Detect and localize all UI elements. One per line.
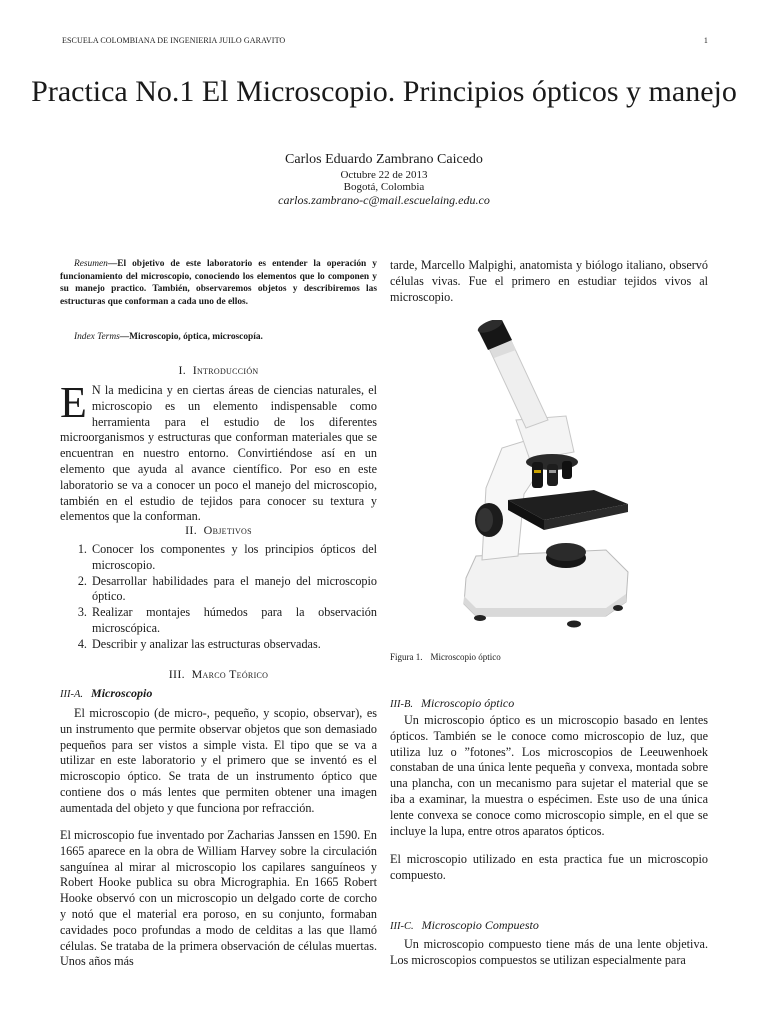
author-email[interactable]: carlos.zambrano-c@mail.escuelaing.edu.co [278, 193, 490, 207]
header-institution: ESCUELA COLOMBIANA DE INGENIERIA JUILO GARAVITO [62, 36, 286, 45]
theory-a-paragraph-1: El microscopio (de micro-, pequeño, y scopio, observar), es un instrumento que permite observar objetos que son demasiado pequeños para ser vistos a simple vista. El tipo que se va a utilizar en este laboratorio y el primero que se inventó es el microscopio óptico. Se trata de un instrumento óptico que contiene dos o más lentes que permiten obtener una imagen aumentada del objeto y que funciona por refracción. [60, 706, 377, 815]
section-heading-objectives: II. Objetivos [185, 523, 252, 537]
objectives-list [60, 542, 377, 653]
dropcap: E [60, 378, 87, 427]
theory-b-paragraph-2: El microscopio utilizado en esta practica fue un microscopio compuesto. [390, 852, 708, 882]
author-name: Carlos Eduardo Zambrano Caicedo [285, 152, 483, 167]
index-terms [60, 331, 377, 344]
intro-text: N la medicina y en ciertas áreas de ciencias naturales, el microscopio es un elemento indispensable como herramienta para el estudio de los diferentes microorganismos y estructuras que conforman materiales que se encuentran en nuestro entorno. Convirtiéndose así en un elemento que ayuda al avance científico. Por eso en este laboratorio se va a conocer un poco el manejo del microscopio, también en el estudio de tejidos para conocer su textura y elementos que la conforman. [60, 383, 377, 524]
paper-location: Bogotá, Colombia [343, 181, 425, 193]
figure-number: Figura 1. [390, 652, 423, 662]
subsection-heading-b: III-B. Microscopio óptico [390, 696, 515, 710]
section-heading-theory: III. Marco Teórico [168, 667, 269, 681]
objective-item: 4. Describir y analizar las estructuras observadas. [90, 637, 377, 653]
paper-date: Octubre 22 de 2013 [340, 169, 428, 181]
theory-a-paragraph-2-continued: tarde, Marcello Malpighi, anatomista y biólogo italiano, observó células vivas. Fue el primero en estudiar tejidos vivos al microscopio. [390, 258, 708, 304]
microscope-illustration [456, 320, 636, 632]
page-number: 1 [703, 36, 708, 45]
abstract-label: Resumen [74, 259, 108, 269]
figure-caption [390, 652, 501, 662]
theory-b-paragraph-1: Un microscopio óptico es un microscopio basado en lentes ópticos. También se le conoce como microscopio de luz, que utiliza luz o ”fotones”. Los microscopios de Leeuwenhoek constaban de una única lente pequeña y convexa, montada sobre una plancha, con un mecanismo para sujetar el material que se iba a examinar, la muestra o espécimen. Este uso de una única lente convexa se conoce como microscopio simple, en el que se incluye la lupa, entre otros aparatos ópticos. [390, 713, 708, 838]
theory-c-paragraph-1: Un microscopio compuesto tiene más de una lente objetiva. Los microscopios compuestos se utilizan especialmente para [390, 937, 708, 967]
paper-title: Practica No.1 El Microscopio. Principios ópticos y manejo [31, 75, 737, 108]
intro-paragraph [60, 378, 377, 525]
section-heading-intro: I. Introducción [178, 363, 259, 377]
subsection-heading-c: III-C. Microscopio Compuesto [390, 918, 539, 932]
objective-item: 2. Desarrollar habilidades para el manejo del microscopio óptico. [90, 574, 377, 606]
index-terms-label: Index Terms [74, 332, 120, 342]
running-header [62, 36, 708, 48]
index-terms-text: —Microscopio, óptica, microscopía. [119, 332, 263, 342]
abstract-text: —El objetivo de este laboratorio es entender la operación y funcionamiento del microscopio, conociendo los elementos que lo componen y su manejo practico. También, observaremos objetos y describiremos las estructuras que conforman a cada uno de ellos. [60, 259, 377, 307]
abstract [60, 258, 377, 308]
figure-caption-text: Microscopio óptico [430, 652, 501, 662]
objective-item: 1. Conocer los componentes y los principios ópticos del microscopio. [90, 542, 377, 574]
subsection-heading-a: III-A. Microscopio [60, 686, 153, 700]
theory-a-paragraph-2: El microscopio fue inventado por Zacharias Janssen en 1590. En 1665 aparece en la obra de William Harvey sobre la circulación sanguínea al mirar al microscopio los capilares sanguíneos y Robert Hooke publica su obra Micrographia. En 1665 Robert Hooke observó con un microscopio un delgado corte de corcho y notó que el material era poroso, en su conjunto, formaban cavidades poco profundas a modo de celditas a las que llamó células. Se trataba de la primera observación de células muertas. Unos años más [60, 828, 377, 969]
objective-item: 3. Realizar montajes húmedos para la observación microscópica. [90, 605, 377, 637]
